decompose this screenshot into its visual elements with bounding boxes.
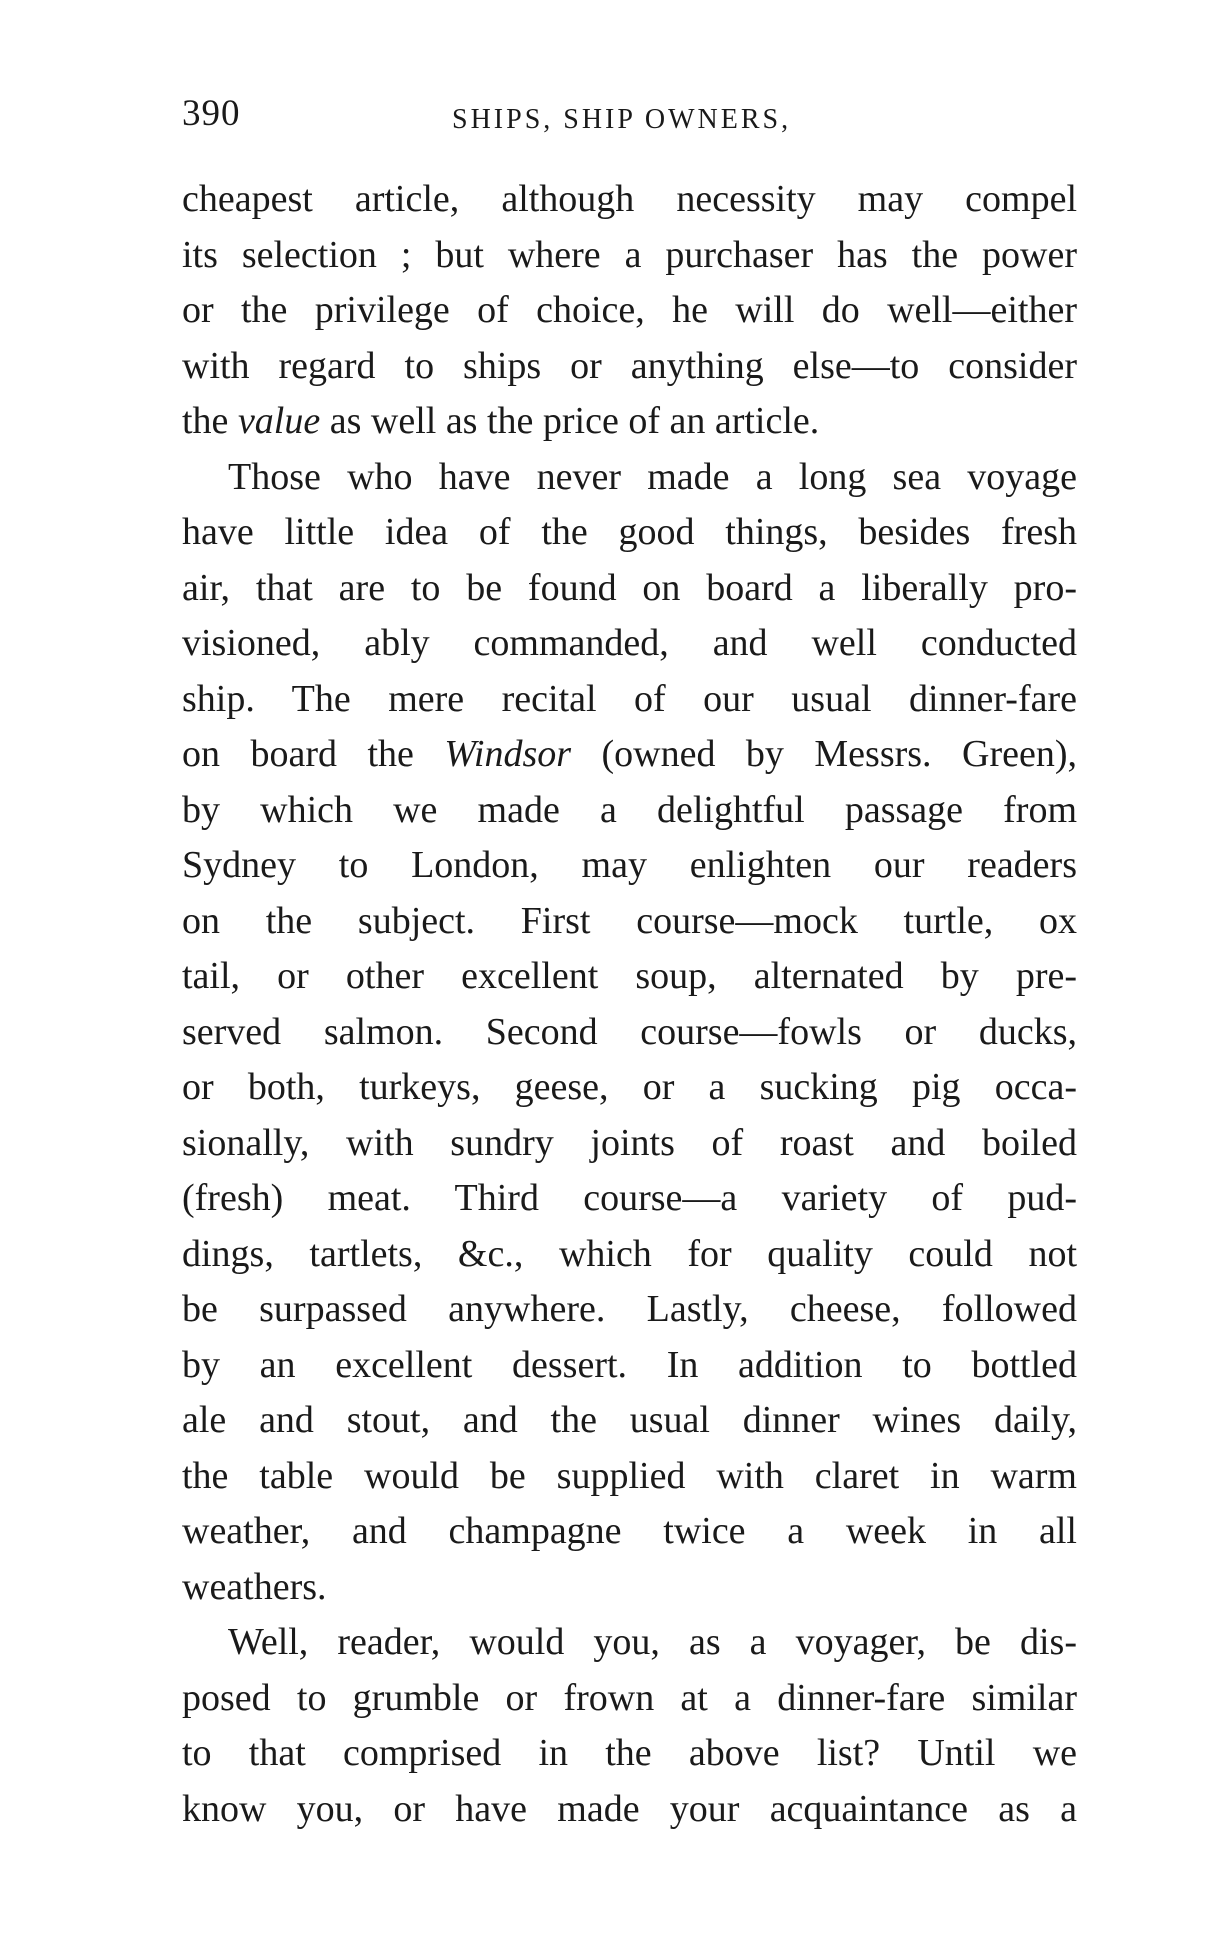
text-run: have little idea of the good things, besides fresh bbox=[182, 511, 1077, 553]
text-line bbox=[182, 283, 1077, 339]
text-run: be surpassed anywhere. Lastly, cheese, followed bbox=[182, 1288, 1077, 1330]
text-run: weathers. bbox=[182, 1565, 327, 1608]
text-line bbox=[182, 339, 1077, 395]
text-run: on the subject. First course—mock turtle, ox bbox=[182, 899, 1077, 942]
text-line bbox=[182, 1282, 1077, 1338]
text-line bbox=[182, 1671, 1077, 1727]
text-run: to that comprised in the above list? Until we bbox=[182, 1732, 1077, 1774]
text-run: (fresh) meat. Third course—a variety of pud- bbox=[182, 1177, 1077, 1219]
text-line bbox=[182, 1116, 1077, 1172]
text-line bbox=[182, 1615, 1077, 1671]
text-run: visioned, ably commanded, and well conducted bbox=[182, 622, 1077, 664]
text-run: (owned by Messrs. Green), bbox=[571, 733, 1077, 775]
text-run: tail, or other excellent soup, alternated by pre- bbox=[182, 955, 1077, 997]
text-run: the table would be supplied with claret in warm bbox=[182, 1454, 1077, 1497]
text-run: the bbox=[182, 400, 238, 442]
text-line bbox=[182, 783, 1077, 839]
text-run: posed to grumble or frown at a dinner-fare similar bbox=[182, 1676, 1077, 1719]
text-line bbox=[182, 1060, 1077, 1116]
text-line bbox=[182, 450, 1077, 506]
text-line bbox=[182, 1393, 1077, 1449]
paragraph bbox=[182, 172, 1077, 450]
paragraph bbox=[182, 1615, 1077, 1837]
text-line bbox=[182, 505, 1077, 561]
running-head bbox=[182, 92, 1082, 142]
text-line bbox=[182, 228, 1077, 284]
text-run: weather, and champagne twice a week in all bbox=[182, 1510, 1077, 1552]
italic-text: Windsor bbox=[444, 733, 572, 775]
text-run: on board the bbox=[182, 733, 445, 775]
text-run: air, that are to be found on board a liberally pro- bbox=[182, 566, 1077, 609]
text-run: ale and stout, and the usual dinner wines daily, bbox=[182, 1399, 1077, 1441]
text-line bbox=[182, 1726, 1077, 1782]
text-run: Sydney to London, may enlighten our readers bbox=[182, 844, 1077, 886]
text-line bbox=[182, 1171, 1077, 1227]
text-run: with regard to ships or anything else—to consider bbox=[182, 344, 1077, 387]
text-line bbox=[182, 561, 1077, 617]
text-line bbox=[182, 394, 1077, 450]
text-line bbox=[182, 1005, 1077, 1061]
text-line bbox=[182, 1782, 1077, 1838]
text-run: know you, or have made your acquaintance as a bbox=[182, 1787, 1077, 1830]
paragraph bbox=[182, 450, 1077, 1616]
text-run: dings, tartlets, &c., which for quality could not bbox=[182, 1232, 1077, 1275]
text-line bbox=[182, 1338, 1077, 1394]
text-run: ship. The mere recital of our usual dinner-fare bbox=[182, 677, 1077, 720]
text-line bbox=[182, 1560, 1077, 1616]
page-number: 390 bbox=[182, 93, 241, 134]
text-run: Those who have never made a long sea voyage bbox=[228, 455, 1077, 498]
text-line bbox=[182, 672, 1077, 728]
text-line bbox=[182, 1449, 1077, 1505]
text-run: its selection ; but where a purchaser has the power bbox=[182, 233, 1077, 276]
running-title: SHIPS, SHIP OWNERS, bbox=[452, 104, 792, 135]
text-line bbox=[182, 172, 1077, 228]
text-run: cheapest article, although necessity may compel bbox=[182, 178, 1077, 220]
body-text bbox=[182, 172, 1077, 1837]
text-run: served salmon. Second course—fowls or ducks, bbox=[182, 1010, 1077, 1053]
text-run: Well, reader, would you, as a voyager, be dis- bbox=[228, 1621, 1077, 1663]
text-line bbox=[182, 1504, 1077, 1560]
text-line bbox=[182, 894, 1077, 950]
text-line bbox=[182, 838, 1077, 894]
text-run: by which we made a delightful passage from bbox=[182, 788, 1077, 831]
text-line bbox=[182, 727, 1077, 783]
text-run: by an excellent dessert. In addition to bottled bbox=[182, 1343, 1077, 1386]
text-run: or the privilege of choice, he will do well—either bbox=[182, 289, 1077, 331]
text-run: or both, turkeys, geese, or a sucking pig occa- bbox=[182, 1066, 1077, 1108]
italic-text: value bbox=[237, 400, 321, 442]
text-line bbox=[182, 616, 1077, 672]
text-line bbox=[182, 949, 1077, 1005]
text-line bbox=[182, 1227, 1077, 1283]
text-run: sionally, with sundry joints of roast and boiled bbox=[182, 1121, 1077, 1164]
text-run: as well as the price of an article. bbox=[320, 400, 820, 442]
